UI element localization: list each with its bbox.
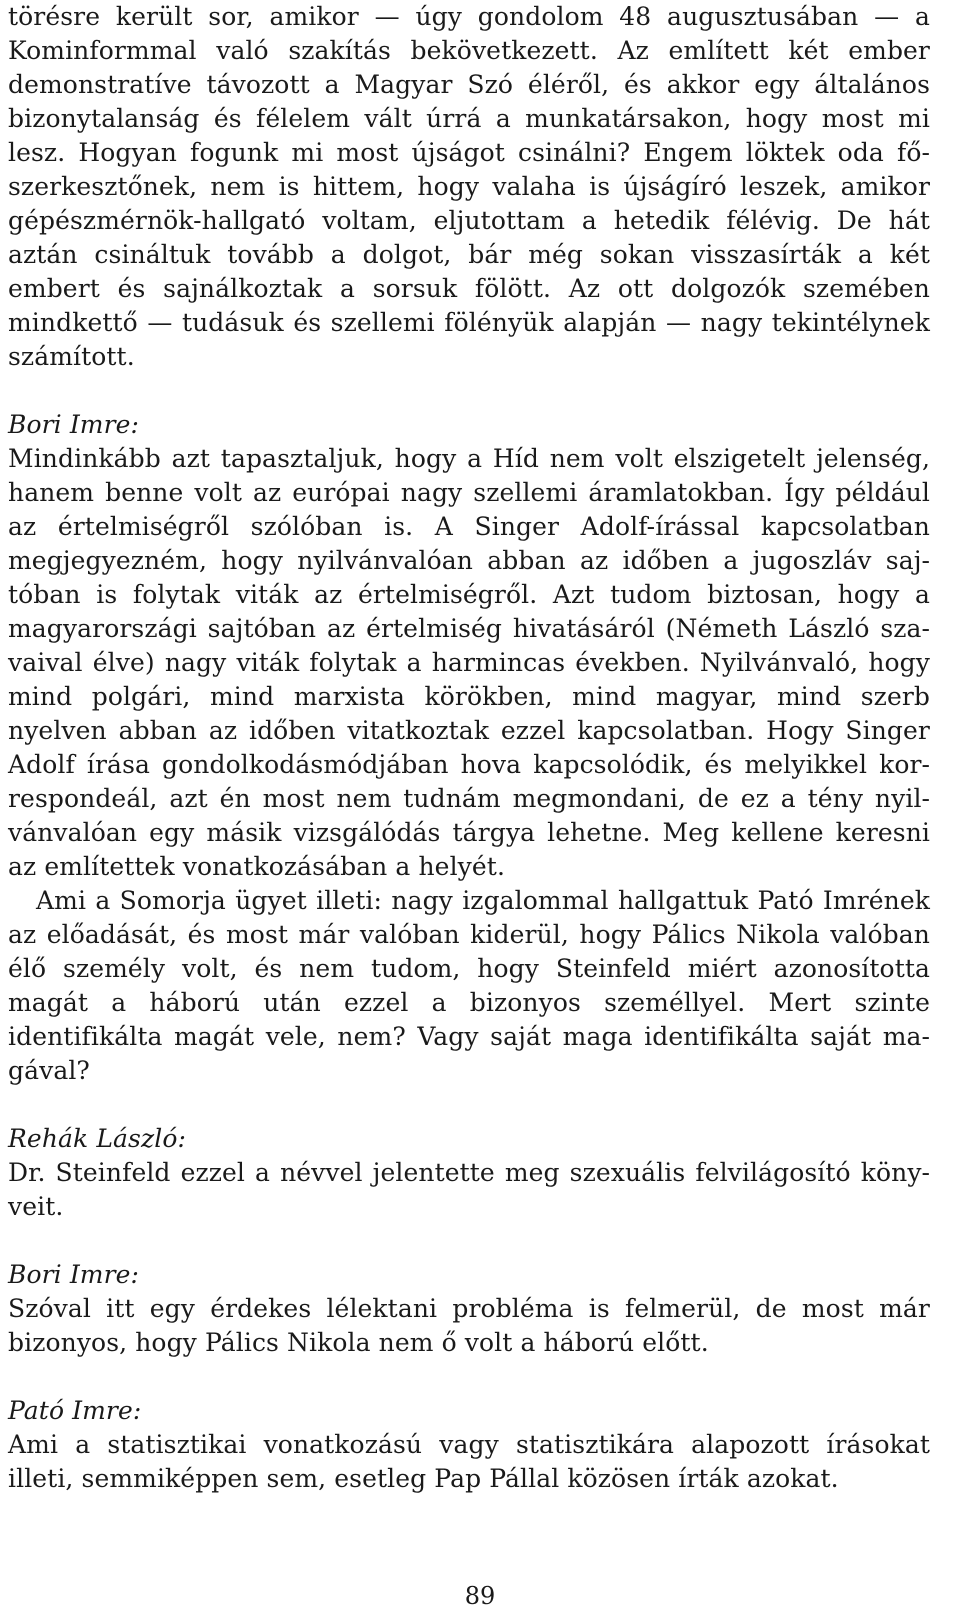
paragraph-rehak-laszlo: Dr. Steinfeld ezzel a névvel jelentette meg szexuális felvilágosító könyveit. (8, 1158, 930, 1221)
speaker-label-rehak-laszlo: Rehák László: (8, 1124, 186, 1153)
speaker-label-pato-imre: Pató Imre: (8, 1396, 142, 1425)
paragraph-bori-imre-1: Mindinkább azt tapasztaljuk, hogy a Híd nem volt elszigetelt jelenség, hanem benne volt az európai nagy szellemi áramlatokban. Így például az értelmiségről szólóban is. A Singer Adolf-írással kapcsolatban megjegyezném, hogy nyilvánvalóan abban az időben a jugoszláv sajtóban is folytak viták az értelmiségről. Azt tudom biztosan, hogy a magyarországi sajtóban az értelmiség hivatásáról (Németh László szavaival élve) nagy viták folytak a harmincas években. Nyilvánvaló, hogy mind polgári, mind marxista körökben, mind magyar, mind szerb nyelven abban az időben vitatkoztak ezzel kapcsolatban. Hogy Singer Adolf írása gondolkodásmódjában hova kapcsolódik, és melyikkel korrespondeál, azt én most nem tudnám megmondani, de ez a tény nyilvánvalóan egy másik vizsgálódás tárgya lehetne. Meg kellene keresni az említettek vonatkozásában a helyét. (8, 444, 930, 881)
paragraph-opening: törésre került sor, amikor — úgy gondolom 48 augusztusában — a Kominformmal való szakítás bekövetkezett. Az említett két ember demonstratíve távozott a Magyar Szó éléről, és akkor egy általános bizonytalanság és félelem vált úrrá a munkatársakon, hogy most mi lesz. Hogyan fogunk mi most újságot csinálni? Engem löktek oda főszerkesztőnek, nem is hittem, hogy valaha is újságíró leszek, amikor gépészmérnök-hallgató voltam, eljutottam a hetedik félévig. De hát aztán csináltuk tovább a dolgot, bár még sokan visszasírták a két embert és sajnálkoztak a sorsuk fölött. Az ott dolgozók szemében mindkettő — tudásuk és szellemi fölényük alapján — nagy tekintélynek számított. (8, 2, 930, 371)
paragraph-pato-imre: Ami a statisztikai vonatkozású vagy statisztikára alapozott írásokat illeti, semmiképpen sem, esetleg Pap Pállal közösen írták azokat. (8, 1430, 930, 1493)
paragraph-bori-imre-2: Ami a Somorja ügyet illeti: nagy izgalommal hallgattuk Pató Imrének az előadását, és most már valóban kiderül, hogy Pálics Nikola valóban élő személy volt, és nem tudom, hogy Steinfeld miért azonosította magát a háború után ezzel a bizonyos személlyel. Mert szinte identifikálta magát vele, nem? Vagy saját maga identifikálta saját magával? (8, 886, 930, 1085)
document-page (8, 0, 930, 1496)
paragraph-bori-imre-3: Szóval itt egy érdekes lélektani probléma is felmerül, de most már bizonyos, hogy Pálics Nikola nem ő volt a háború előtt. (8, 1294, 930, 1357)
speaker-label-bori-imre: Bori Imre: (8, 410, 140, 439)
speaker-label-bori-imre-2: Bori Imre: (8, 1260, 140, 1289)
page-number: 89 (464, 1582, 496, 1610)
